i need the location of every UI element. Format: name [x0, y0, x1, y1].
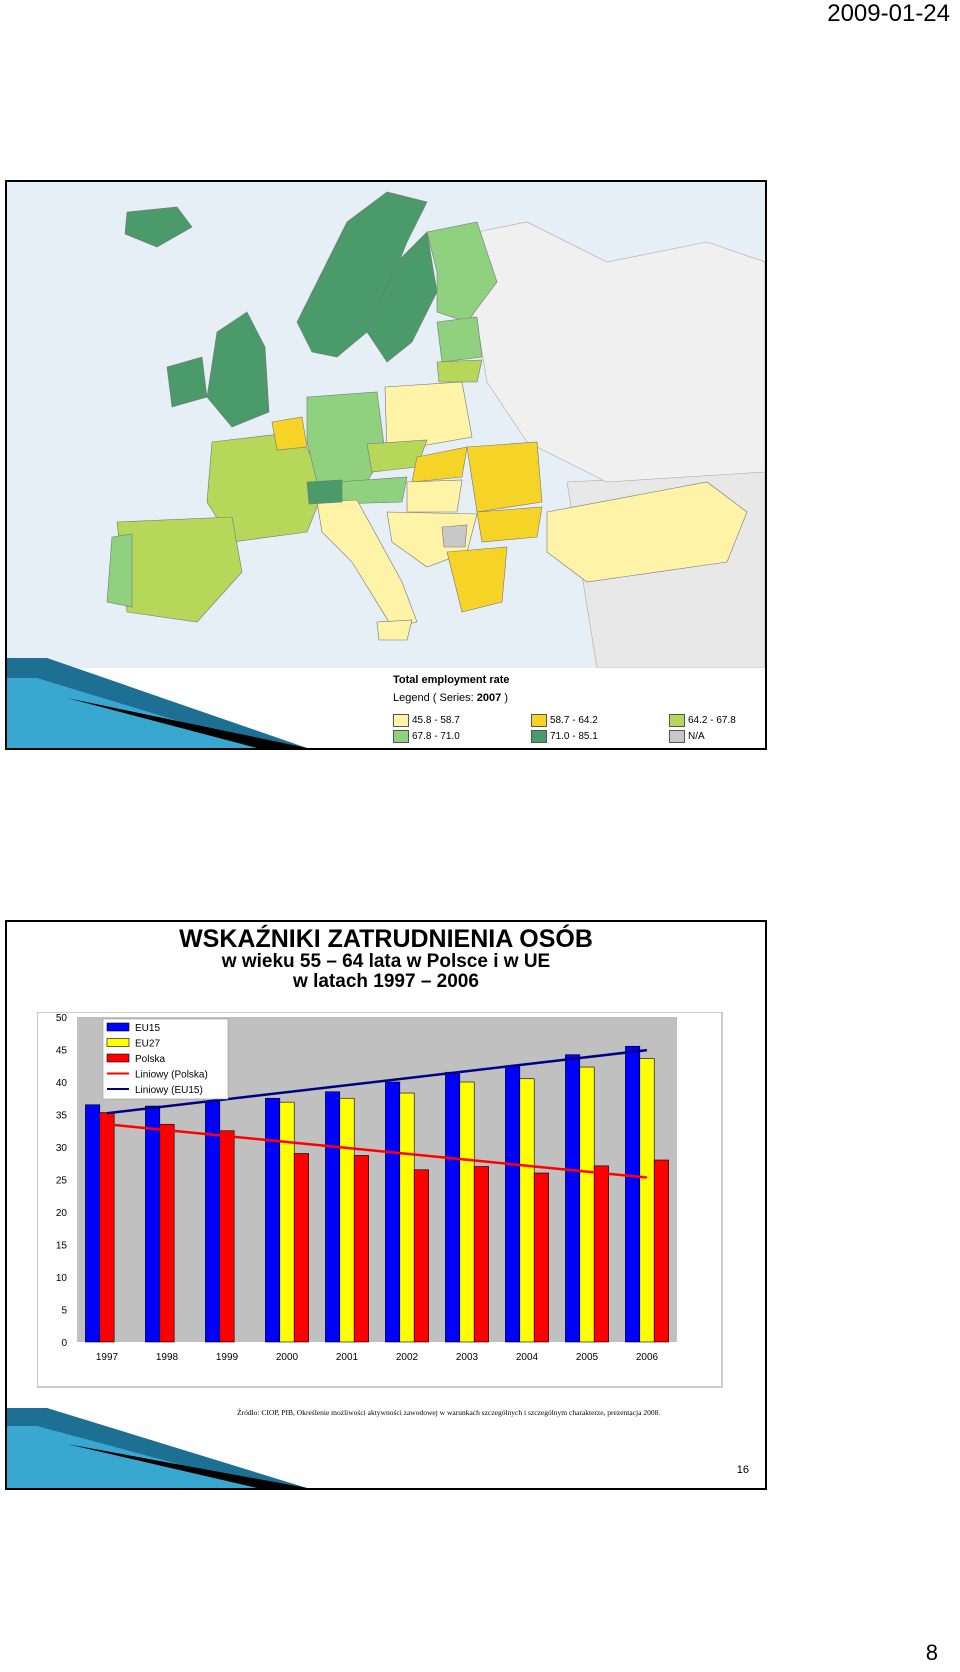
- y-tick-label: 10: [55, 1273, 67, 1284]
- x-tick-label: 2006: [635, 1352, 659, 1363]
- slide-number: 16: [736, 1464, 749, 1476]
- europe-employment-map: [7, 182, 765, 668]
- y-tick-label: 0: [61, 1338, 67, 1349]
- legend-entry-label: EU27: [135, 1038, 161, 1050]
- x-tick-label: 1998: [155, 1352, 179, 1363]
- employment-bar-chart: [37, 1012, 727, 1397]
- y-tick-label: 35: [55, 1110, 67, 1122]
- x-tick-label: 2004: [515, 1352, 539, 1363]
- bar-eu15: [385, 1082, 399, 1342]
- x-tick-label: 2001: [335, 1352, 359, 1363]
- y-tick-label: 5: [61, 1305, 67, 1317]
- legend-item-label: 67.8 - 71.0: [412, 731, 460, 742]
- x-tick-label: 1999: [215, 1352, 239, 1363]
- legend-item-label: N/A: [688, 731, 705, 742]
- map-legend: [385, 668, 765, 748]
- slide-corner-decoration: [7, 1408, 307, 1488]
- x-tick-label: 2002: [395, 1352, 419, 1363]
- legend-swatch: [107, 1039, 129, 1047]
- y-tick-label: 50: [55, 1013, 67, 1024]
- document-date: 2009-01-24: [827, 0, 950, 27]
- x-tick-label: 2005: [575, 1352, 599, 1363]
- bar-eu27: [460, 1082, 474, 1342]
- bar-eu27: [640, 1059, 654, 1342]
- bar-polska: [294, 1154, 308, 1343]
- bar-eu27: [280, 1102, 294, 1342]
- legend-item: [393, 730, 460, 743]
- legend-item: [669, 730, 705, 743]
- bar-eu27: [400, 1093, 414, 1342]
- source-note: Źródło: CIOP, PIB, Określenie możliwości aktywności zawodowej w warunkach szczególnych i szczególnym charakterze, prezentacja 2008.: [237, 1408, 661, 1417]
- bar-polska: [474, 1167, 488, 1343]
- bar-eu27: [580, 1067, 594, 1342]
- bar-polska: [100, 1113, 114, 1342]
- legend-item: [393, 714, 460, 727]
- legend-item-label: 64.2 - 67.8: [688, 715, 736, 726]
- legend-swatch: [531, 730, 547, 743]
- bar-polska: [534, 1173, 548, 1342]
- legend-title: Total employment rate: [393, 674, 510, 686]
- slide-subtitle-2: w latach 1997 – 2006: [293, 971, 479, 993]
- bar-polska: [594, 1166, 608, 1342]
- legend-entry-label: Polska: [135, 1054, 166, 1065]
- legend-swatch: [531, 714, 547, 727]
- bar-eu15: [265, 1098, 279, 1342]
- bar-eu15: [205, 1102, 219, 1343]
- legend-swatch: [393, 714, 409, 727]
- legend-series-close: ): [504, 692, 508, 704]
- y-tick-label: 45: [55, 1045, 67, 1057]
- slide-map: [5, 180, 767, 750]
- legend-item-label: 58.7 - 64.2: [550, 715, 598, 726]
- legend-item-label: 45.8 - 58.7: [412, 715, 460, 726]
- legend-swatch: [669, 730, 685, 743]
- slide-corner-decoration: [7, 658, 307, 748]
- bar-eu15: [565, 1055, 579, 1342]
- y-tick-label: 20: [55, 1208, 67, 1219]
- legend-entry-label: Liniowy (EU15): [135, 1085, 203, 1096]
- slide-title-block: [7, 926, 765, 992]
- bar-eu15: [85, 1105, 99, 1342]
- legend-item: [669, 714, 736, 727]
- bar-polska: [160, 1124, 174, 1342]
- legend-series-value: 2007: [476, 692, 502, 704]
- y-tick-label: 25: [55, 1175, 67, 1187]
- legend-item-label: 71.0 - 85.1: [550, 731, 598, 742]
- bar-eu27: [520, 1079, 534, 1342]
- bar-eu15: [145, 1106, 159, 1342]
- legend-swatch: [107, 1054, 129, 1062]
- bar-polska: [354, 1155, 368, 1342]
- bar-eu15: [445, 1072, 459, 1342]
- legend-entry-label: EU15: [135, 1023, 161, 1034]
- bar-polska: [654, 1160, 668, 1342]
- legend-swatch: [107, 1023, 129, 1031]
- x-tick-label: 2000: [275, 1352, 299, 1363]
- legend-series: [393, 692, 508, 704]
- legend-item: [531, 714, 598, 727]
- slide-chart: [5, 920, 767, 1490]
- legend-item: [531, 730, 598, 743]
- y-tick-label: 30: [55, 1143, 67, 1154]
- legend-series-label: Legend ( Series:: [393, 692, 474, 704]
- bar-eu15: [505, 1066, 519, 1342]
- legend-entry-label: Liniowy (Polska): [135, 1069, 208, 1081]
- slide-subtitle-1: w wieku 55 – 64 lata w Polsce i w UE: [221, 951, 551, 973]
- y-tick-label: 40: [55, 1078, 67, 1089]
- x-tick-label: 1997: [95, 1352, 119, 1363]
- bar-eu15: [325, 1092, 339, 1342]
- y-tick-label: 15: [55, 1240, 67, 1252]
- bar-eu27: [340, 1098, 354, 1342]
- bar-eu15: [625, 1046, 639, 1342]
- page-number: 8: [925, 1640, 938, 1665]
- legend-swatch: [393, 730, 409, 743]
- legend-swatch: [669, 714, 685, 727]
- slide-title: WSKAŹNIKI ZATRUDNIENIA OSÓB: [179, 925, 593, 953]
- bar-polska: [414, 1170, 428, 1342]
- bar-polska: [220, 1131, 234, 1342]
- x-tick-label: 2003: [455, 1352, 479, 1363]
